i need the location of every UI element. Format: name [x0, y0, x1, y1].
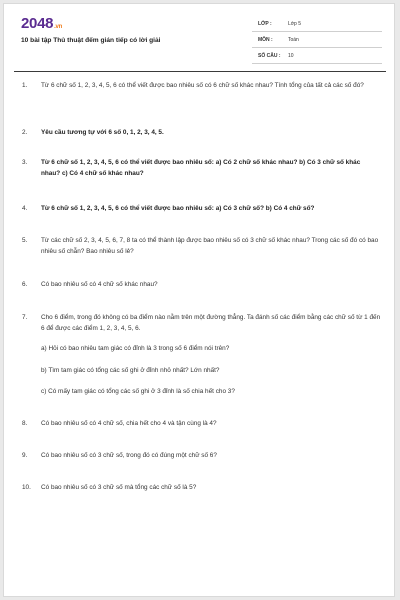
question-text: Yêu cầu tương tự với 6 số 0, 1, 2, 3, 4, 5. [41, 129, 164, 136]
logo-text: 2048 [21, 15, 54, 32]
sub-question: b) Tìm tam giác có tổng các số ghi ở đỉnh nhỏ nhất? Lớn nhất? [41, 367, 220, 374]
question-number: 4. [22, 205, 28, 212]
question-text: Có bao nhiêu số có 3 chữ số, trong đó có đúng một chữ số 6? [41, 452, 217, 459]
question-number: 10. [22, 484, 31, 491]
question-text: Có bao nhiêu số có 4 chữ số khác nhau? [41, 281, 158, 288]
logo-suffix: .vn [54, 24, 62, 30]
meta-value: Toán [288, 37, 299, 43]
meta-row-class [252, 18, 382, 32]
question-text: Cho 6 điểm, trong đó không có ba điểm nào nằm trên một đường thẳng. Ta đánh số các điểm bằng các chữ số từ 1 đến 6 để được các điểm 1, 2, 3, 4, 5, 6. [41, 314, 381, 332]
document-title: 10 bài tập Thủ thuật đếm gián tiếp có lời giải [21, 37, 161, 44]
document-page [3, 3, 395, 597]
sub-question: c) Có mấy tam giác có tổng các số ghi ở 3 đỉnh là số chia hết cho 3? [41, 388, 235, 395]
meta-value: 10 [288, 53, 294, 59]
question-number: 1. [22, 82, 28, 89]
question-text: Từ các chữ số 2, 3, 4, 5, 6, 7, 8 ta có thể thành lập được bao nhiêu số có 3 chữ số khác nhau? Trong các số đó có bao nhiêu số chẵn? Bao nhiêu số lẻ? [41, 237, 379, 255]
question-text: Có bao nhiêu số có 4 chữ số, chia hết cho 4 và tận cùng là 4? [41, 420, 217, 427]
meta-label: LỚP : [258, 21, 272, 27]
question-text: Từ 6 chữ số 1, 2, 3, 4, 5, 6 có thể viết được bao nhiêu số: a) Có 3 chữ số? b) Có 4 chữ số? [41, 205, 315, 212]
question-number: 2. [22, 129, 28, 136]
question-number: 6. [22, 281, 28, 288]
header-divider [14, 71, 386, 72]
question-text: Từ 6 chữ số 1, 2, 3, 4, 5, 6 có thể viết được bao nhiêu số có 6 chữ số khác nhau? Tính tổng của tất cả các số đó? [41, 82, 364, 89]
meta-value: Lớp 5 [288, 21, 302, 27]
question-number: 7. [22, 314, 28, 321]
question-number: 8. [22, 420, 28, 427]
question-text: Có bao nhiêu số có 3 chữ số mà tổng các chữ số là 5? [41, 484, 197, 491]
meta-table [252, 18, 382, 66]
question-text: Từ 6 chữ số 1, 2, 3, 4, 5, 6 có thể viết được bao nhiêu số: a) Có 2 chữ số khác nhau? b) Có 3 chữ số khác nhau? c) Có 4 chữ số khác nhau? [41, 159, 361, 177]
meta-row-count [252, 50, 382, 64]
question-number: 9. [22, 452, 28, 459]
meta-row-subject [252, 34, 382, 48]
question-number: 3. [22, 159, 28, 166]
meta-label: SỐ CÂU : [258, 53, 281, 59]
sub-question: a) Hỏi có bao nhiêu tam giác có đỉnh là 3 trong số 6 điểm nói trên? [41, 345, 230, 352]
site-logo[interactable] [21, 15, 62, 32]
question-number: 5. [22, 237, 28, 244]
document-header [4, 4, 395, 74]
meta-label: MÔN : [258, 37, 273, 43]
